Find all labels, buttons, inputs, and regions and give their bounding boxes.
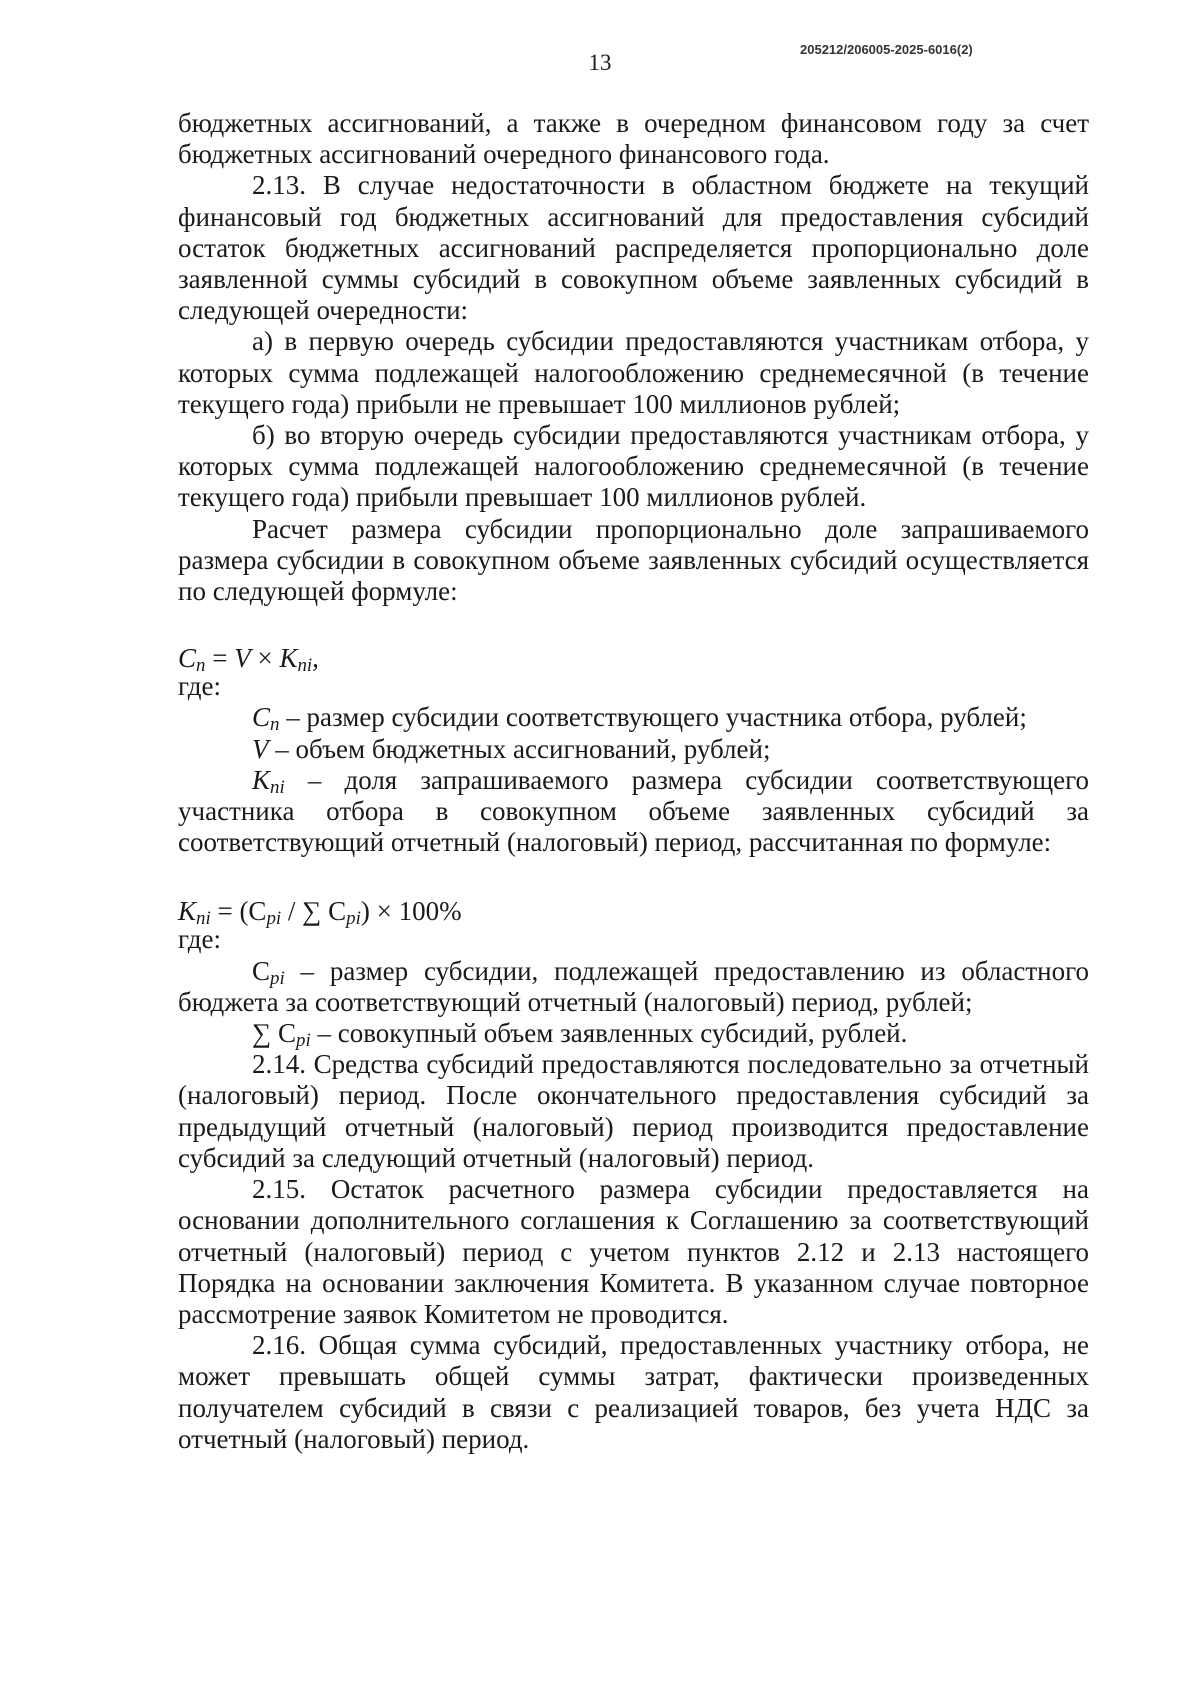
formula-symbol-c: C	[178, 643, 197, 674]
def-v-text: – объем бюджетных ассигнований, рублей;	[268, 733, 771, 764]
paragraph-calculation: Расчет размера субсидии пропорционально доле запрашиваемого размера субсидии в совокупном объеме заявленных субсидий осуществляется по следующей формуле:	[178, 513, 1089, 607]
definition-k	[178, 765, 1089, 859]
definition-cpi	[178, 956, 1089, 1018]
page-number: 13	[588, 50, 612, 75]
formula2-sub-ni: ni	[196, 908, 211, 930]
paragraph-item-b: б) во вторую очередь субсидии предоставляются участникам отбора, у которых сумма подлежащей налогообложению среднемесячной (в течение текущего года) прибыли превышает 100 миллионов рублей.	[178, 420, 1089, 513]
def-sub-n: n	[270, 714, 280, 736]
def-cpi-text: – размер субсидии, подлежащей предоставлению из областного бюджета за соответствующий отчетный (налоговый) период, рублей;	[178, 955, 1089, 1017]
formula-symbol-v: V	[234, 643, 251, 674]
definition-v	[178, 734, 1089, 765]
formula-share	[178, 866, 1089, 930]
definition-sum-cpi	[178, 1018, 1089, 1052]
formula2-div-sum: / ∑ С	[281, 896, 347, 927]
def-sum-text: – совокупный объем заявленных субсидий, рублей.	[310, 1018, 908, 1049]
paragraph-2-15: 2.15. Остаток расчетного размера субсидии предоставляется на основании дополнительного соглашения к Соглашению за соответствующий отчетный (налоговый) период с учетом пунктов 2.12 и 2.13 настоящего Порядка на основании заключения Комитета. В указанном случае повторное рассмотрение заявок Комитетом не проводится.	[178, 1174, 1089, 1329]
formula2-sub-pi: pi	[266, 908, 282, 930]
def-sub-ni: ni	[270, 776, 285, 798]
where-label-2: где:	[178, 924, 221, 955]
formula-tail: ,	[312, 643, 319, 674]
paragraph-2-16: 2.16. Общая сумма субсидий, предоставленных участнику отбора, не может превышать общей суммы затрат, фактически произведенных получателем субсидий в связи с реализацией товаров, без учета НДС за отчетный (налоговый) период.	[178, 1330, 1089, 1454]
def-k-text: – доля запрашиваемого размера субсидии соответствующего участника отбора в совокупном объеме заявленных субсидий за соответствующий отчетный (налоговый) период, рассчитанная по формуле:	[178, 764, 1089, 858]
formula2-sub-pi-2: pi	[346, 908, 361, 930]
def-symbol-k: K	[252, 764, 271, 795]
document-body	[178, 108, 1089, 1455]
def-symbol-cpi: С	[252, 955, 271, 986]
where-label-1: где:	[178, 671, 221, 702]
paragraph-continuation: бюджетных ассигнований, а также в очередном финансовом году за счет бюджетных ассигнований очередного финансового года.	[178, 108, 1089, 170]
formula-symbol-k: K	[279, 643, 298, 674]
definition-cn	[178, 702, 1089, 736]
def-symbol-c: C	[252, 702, 271, 733]
def-sub-pi: pi	[270, 967, 285, 989]
formula-subsidy	[178, 615, 1089, 677]
formula2-eq-open: = (С	[210, 896, 267, 927]
formula-equals: =	[205, 643, 235, 674]
def-symbol-v: V	[252, 733, 269, 764]
formula-sub-n: n	[196, 655, 206, 677]
def-sub-pi-2: pi	[296, 1030, 311, 1052]
formula-sub-ni: ni	[297, 655, 313, 677]
paragraph-item-a: а) в первую очередь субсидии предоставляются участникам отбора, у которых сумма подлежащей налогообложению среднемесячной (в течение текущего года) прибыли не превышает 100 миллионов рублей;	[178, 326, 1089, 419]
def-cn-text: – размер субсидии соответствующего участника отбора, рублей;	[279, 702, 1027, 733]
paragraph-2-14: 2.14. Средства субсидий предоставляются последовательно за отчетный (налоговый) период. После окончательного предоставления субсидий за предыдущий отчетный (налоговый) период производится предоставление субсидий за следующий отчетный (налоговый) период.	[178, 1049, 1089, 1173]
document-code: 205212/206005-2025-6016(2)	[800, 42, 973, 57]
def-symbol-sum: ∑ С	[252, 1018, 297, 1049]
formula2-symbol-k: K	[178, 896, 197, 927]
formula-times: ×	[250, 643, 280, 674]
formula2-close: ) × 100%	[360, 896, 462, 927]
paragraph-2-13: 2.13. В случае недостаточности в областном бюджете на текущий финансовый год бюджетных ассигнований для предоставления субсидий остаток бюджетных ассигнований распределяется пропорционально доле заявленной суммы субсидий в совокупном объеме заявленных субсидий в следующей очередности:	[178, 170, 1089, 326]
